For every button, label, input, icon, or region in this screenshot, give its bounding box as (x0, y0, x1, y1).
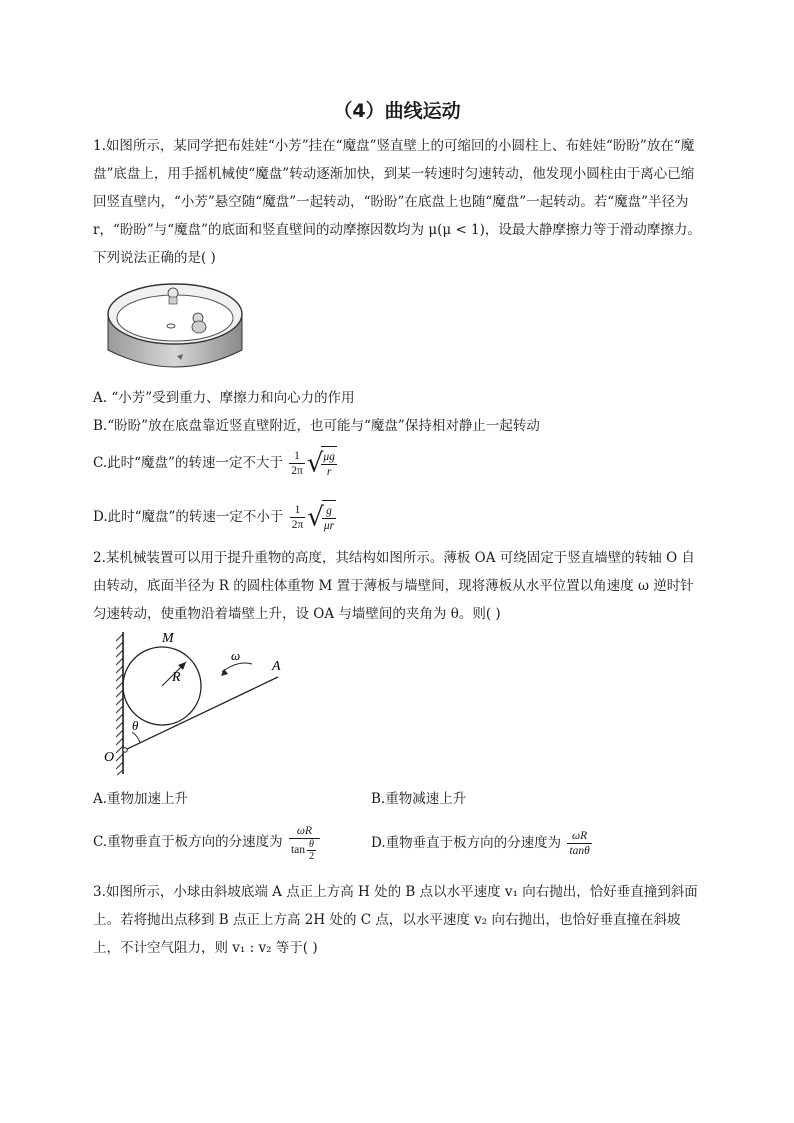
label-o: O (104, 750, 115, 765)
q1-d-sqrt: √ $\frac{g}{\mu r}$ (307, 500, 336, 535)
q1-option-c: C.此时“魔盘”的转速一定不大于 (93, 455, 283, 471)
q1-c-rad-num: μg (323, 451, 335, 463)
label-a: A (272, 659, 281, 674)
q1-d-num: 1 (290, 503, 306, 518)
q2-option-d-row (371, 825, 594, 861)
q1-d-rad-num: g (322, 504, 336, 519)
label-r: R (172, 670, 181, 685)
q1-c-sqrt: √ $\frac{\mu g}{r}$ (307, 446, 337, 481)
label-theta: θ (132, 718, 139, 733)
q1-c-fraction (289, 449, 305, 478)
q2-c-num: ωR (289, 824, 320, 839)
q1-option-a: A. “小芳”受到重力、摩擦力和向心力的作用 (93, 390, 355, 406)
label-m: M (162, 631, 174, 646)
q1-option-c-row (93, 446, 337, 481)
q2-option-c-row (93, 818, 322, 866)
rotation-arrow (222, 663, 252, 672)
q1-c-rad-den: r (326, 466, 332, 478)
q2-option-c: C.重物垂直于板方向的分速度为 (93, 834, 283, 850)
rotation-arrowhead (221, 669, 228, 676)
q1-stem: 1.如图所示，某同学把布娃娃“小芳”挂在“魔盘”竖直壁上的可缩回的小圆柱上、布娃娃“盼盼”放在“魔盘”底盘上，用手摇机械使“魔盘”转动逐渐加快，到某一转速时匀速转动，他发现小圆柱由于离心已缩回竖直壁内，“小芳”悬空随“魔盘”一起转动，“盼盼”在底盘上也随“魔盘”一起转动。若“魔盘”半径为 r，“盼盼”与“魔盘”的底面和竖直壁间的动摩擦因数均为 μ(μ < 1)，设最大静摩擦力等于滑动摩擦力。下列说法正确的是( ) (93, 138, 701, 266)
label-omega: ω (231, 648, 241, 663)
q1-d-rad-den: μr (323, 520, 335, 532)
q1-c-den: 2π (291, 465, 303, 477)
q1-option-d-row (93, 500, 336, 535)
q2-c-den-tan: tan (290, 843, 305, 856)
pivot-o (123, 748, 127, 752)
q2-d-fraction (567, 829, 591, 858)
wall-hatching (116, 634, 123, 775)
q2-c-den (289, 839, 320, 862)
q1-option-d: D.此时“魔盘”的转速一定不小于 (93, 509, 284, 525)
q2-option-d: D.重物垂直于板方向的分速度为 (371, 835, 562, 851)
q1-d-den: 2π (291, 519, 304, 531)
q1-d-fraction (290, 503, 306, 532)
q2-c-theta: θ (307, 839, 316, 851)
q2-option-b: B.重物减速上升 (371, 791, 467, 807)
lifting-device-figure (96, 626, 296, 776)
page-title: （4）曲线运动 (333, 100, 461, 122)
q2-c-two: 2 (309, 850, 314, 862)
doll-xiaofang (168, 288, 178, 304)
magic-disc-figure (105, 280, 245, 382)
q1-option-b: B.“盼盼”放在底盘靠近竖直壁附近，也可能与“魔盘”保持相对静止一起转动 (93, 418, 540, 434)
q2-option-a: A.重物加速上升 (93, 791, 189, 807)
q3-stem: 3.如图所示，小球由斜坡底端 A 点正上方高 H 处的 B 点以水平速度 v₁ 向右抛出，恰好垂直撞到斜面上。若将抛出点移到 B 点正上方高 2H 处的 C 点，以水平速度 v₂ 向右抛出，也恰好垂直撞在斜坡上，不计空气阻力，则 v₁ : v₂ 等于( ) (93, 884, 698, 956)
q2-d-num: ωR (567, 829, 591, 844)
q2-stem: 2.某机械装置可以用于提升重物的高度，其结构如图所示。薄板 OA 可绕固定于竖直墙壁的转轴 O 自由转动，底面半径为 R 的圆柱体重物 M 置于薄板与墙壁间，现将薄板从水平位置以角速度 ω 逆时针匀速转动，使重物沿着墙壁上升，设 OA 与墙壁间的夹角为 θ。则( ) (93, 550, 695, 622)
q1-c-num: 1 (289, 449, 305, 464)
q2-c-fraction (289, 824, 320, 862)
q2-d-den: tanθ (569, 845, 590, 857)
angle-arc (132, 732, 140, 743)
